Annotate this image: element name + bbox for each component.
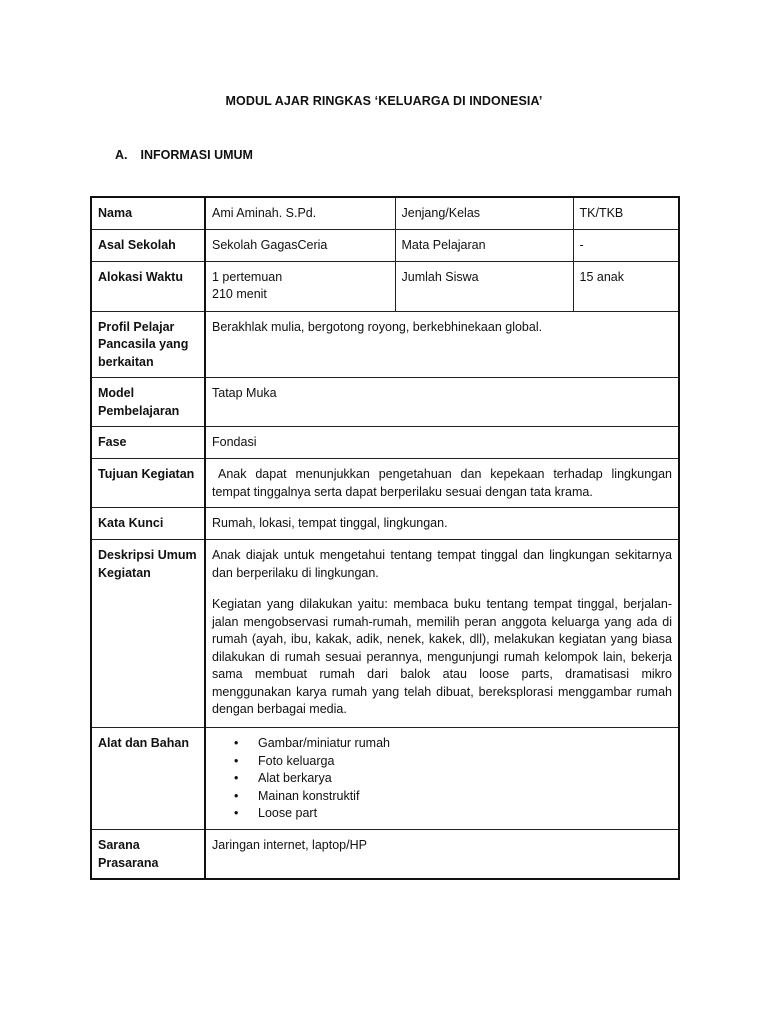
row-value bbox=[205, 540, 679, 728]
value-line: 210 menit bbox=[212, 287, 267, 301]
row-label: Tujuan Kegiatan bbox=[91, 459, 205, 508]
row-value: 15 anak bbox=[573, 261, 679, 311]
row-value: Ami Aminah. S.Pd. bbox=[205, 197, 395, 229]
list-item: • Loose part bbox=[258, 805, 672, 823]
list-item: • Foto keluarga bbox=[258, 753, 672, 771]
row-label bbox=[91, 378, 205, 427]
section-heading bbox=[115, 148, 253, 162]
label-line: Deskripsi Umum bbox=[98, 548, 197, 562]
list-item: • Mainan konstruktif bbox=[258, 788, 672, 806]
label-line: Pembelajaran bbox=[98, 403, 180, 418]
row-label: Nama bbox=[91, 197, 205, 229]
table-row bbox=[91, 229, 679, 261]
row-label: Fase bbox=[91, 427, 205, 459]
row-label bbox=[91, 540, 205, 728]
row-value: - bbox=[573, 229, 679, 261]
row-value: Sekolah GagasCeria bbox=[205, 229, 395, 261]
materials-list bbox=[212, 735, 672, 823]
row-value: Jaringan internet, laptop/HP bbox=[205, 830, 679, 880]
row-value bbox=[205, 728, 679, 830]
table-row bbox=[91, 261, 679, 311]
label-line: Kegiatan bbox=[98, 565, 151, 580]
section-number: A. bbox=[115, 148, 128, 162]
label-line: berkaitan bbox=[98, 354, 154, 369]
row-label bbox=[91, 311, 205, 378]
list-item: • Gambar/miniatur rumah bbox=[258, 735, 672, 753]
row-value: TK/TKB bbox=[573, 197, 679, 229]
row-label: Asal Sekolah bbox=[91, 229, 205, 261]
row-label: Jenjang/Kelas bbox=[395, 197, 573, 229]
table-row bbox=[91, 728, 679, 830]
info-table bbox=[90, 196, 680, 880]
section-label: INFORMASI UMUM bbox=[140, 148, 253, 162]
description-paragraph: Kegiatan yang dilakukan yaitu: membaca buku tentang tempat tinggal, berjalan-jalan mengobservasi rumah-rumah, memilih peran anggota keluarga yang ada di rumah (ayah, ibu, kakak, adik, nenek, kakek, dll), melakukan kegiatan yang biasa dilakukan di rumah sesuai perannya, mengunjungi rumah kelompok lain, bekerja sama membuat rumah dari balok atau loose parts, dramatisasi mikro menggunakan karya rumah yang telah dibuat, bereksplorasi menggambar rumah dengan berbagai media. bbox=[212, 597, 672, 716]
row-label: Mata Pelajaran bbox=[395, 229, 573, 261]
row-label: Alat dan Bahan bbox=[91, 728, 205, 830]
row-label: Sarana Prasarana bbox=[91, 830, 205, 880]
row-value: Berakhlak mulia, bergotong royong, berkebhinekaan global. bbox=[205, 311, 679, 378]
document-title: MODUL AJAR RINGKAS ‘KELUARGA DI INDONESIA’ bbox=[225, 94, 543, 108]
label-line: Pancasila yang bbox=[98, 337, 189, 351]
label-line: Model bbox=[98, 386, 135, 400]
row-value: Fondasi bbox=[205, 427, 679, 459]
row-value: Rumah, lokasi, tempat tinggal, lingkungan. bbox=[205, 508, 679, 540]
table-row bbox=[91, 197, 679, 229]
label-line: Profil Pelajar bbox=[98, 319, 175, 334]
row-label: Jumlah Siswa bbox=[395, 261, 573, 311]
row-label: Kata Kunci bbox=[91, 508, 205, 540]
table-row bbox=[91, 508, 679, 540]
table-row bbox=[91, 378, 679, 427]
table-row bbox=[91, 311, 679, 378]
table-row bbox=[91, 830, 679, 880]
row-value: Anak dapat menunjukkan pengetahuan dan kepekaan terhadap lingkungan tempat tinggalnya serta dapat berperilaku sesuai dengan tata krama. bbox=[205, 459, 679, 508]
row-value: Tatap Muka bbox=[205, 378, 679, 427]
row-value bbox=[205, 261, 395, 311]
value-line: 1 pertemuan bbox=[212, 269, 283, 284]
description-paragraph: Anak diajak untuk mengetahui tentang tempat tinggal dan lingkungan sekitarnya dan berperilaku di lingkungan. bbox=[212, 548, 672, 580]
table-row bbox=[91, 459, 679, 508]
table-row bbox=[91, 427, 679, 459]
list-item: • Alat berkarya bbox=[258, 770, 672, 788]
table-row bbox=[91, 540, 679, 728]
row-label: Alokasi Waktu bbox=[91, 261, 205, 311]
